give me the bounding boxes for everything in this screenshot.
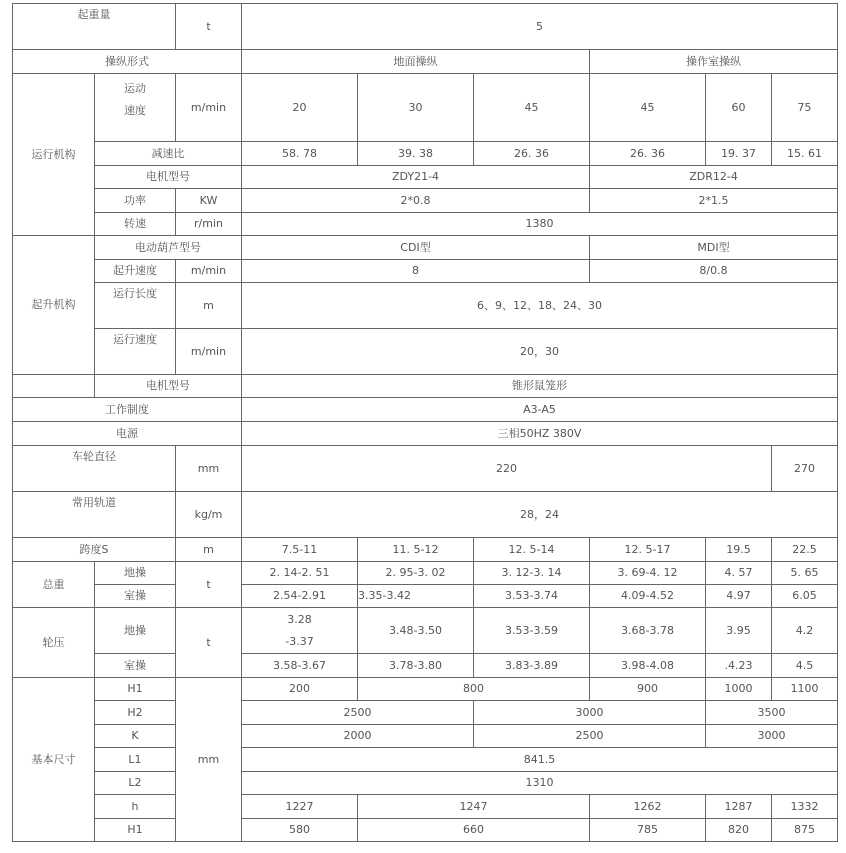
row-span [13, 538, 838, 562]
dim-H1-value: 200 [242, 678, 358, 701]
dim-L2-value: 1310 [242, 772, 838, 795]
travel-ratio-value: 15. 61 [772, 142, 838, 166]
dim-L2-label: L2 [95, 772, 176, 795]
dim-H1-value: 900 [590, 678, 706, 701]
wheel-load-ground-value: 4.2 [772, 608, 838, 654]
capacity-label: 起重量 [13, 4, 176, 50]
dim-h-value: 1332 [772, 795, 838, 819]
row-dim-H1b [13, 819, 838, 842]
hoist-run-speed-label: 运行速度 [95, 329, 176, 375]
dim-h-value: 1247 [358, 795, 590, 819]
hoist-length-unit: m [176, 283, 242, 329]
dim-K-value: 3000 [706, 725, 838, 748]
hoist-lift-speed-unit: m/min [176, 260, 242, 283]
wheel-label: 车轮直径 [13, 446, 176, 492]
span-value: 22.5 [772, 538, 838, 562]
total-weight-ground-value: 2. 14-2. 51 [242, 562, 358, 585]
dim-H1b-label: H1 [95, 819, 176, 842]
row-travel-rpm [13, 213, 838, 236]
row-travel-ratio [13, 142, 838, 166]
dim-H1b-value: 820 [706, 819, 772, 842]
row-capacity [13, 4, 838, 50]
travel-ratio-value: 39. 38 [358, 142, 474, 166]
travel-rpm-label: 转速 [95, 213, 176, 236]
wheel-load-group-label: 轮压 [13, 608, 95, 678]
row-dim-L1 [13, 748, 838, 772]
wheel-load-ground-value: 3.95 [706, 608, 772, 654]
dim-H1b-value: 785 [590, 819, 706, 842]
wheel-unit: mm [176, 446, 242, 492]
row-duty [13, 398, 838, 422]
hoist-motor-blank [13, 375, 95, 398]
row-operation [13, 50, 838, 74]
dim-h-label: h [95, 795, 176, 819]
dim-H2-label: H2 [95, 701, 176, 725]
travel-ratio-value: 19. 37 [706, 142, 772, 166]
row-hoist-length [13, 283, 838, 329]
total-weight-cabin-value: 3.53-3.74 [474, 585, 590, 608]
span-value: 12. 5-14 [474, 538, 590, 562]
total-weight-ground-value: 2. 95-3. 02 [358, 562, 474, 585]
travel-speed-label [95, 74, 176, 142]
wheel-load-cabin-value: 3.83-3.89 [474, 654, 590, 678]
wheel-load-ground-value: 3.68-3.78 [590, 608, 706, 654]
hoist-model-ground: CDI型 [242, 236, 590, 260]
duty-value: A3-A5 [242, 398, 838, 422]
capacity-value: 5 [242, 4, 838, 50]
total-weight-cabin-value: 4.09-4.52 [590, 585, 706, 608]
hoist-lift-speed-ground: 8 [242, 260, 590, 283]
travel-power-label: 功率 [95, 189, 176, 213]
hoist-motor-value: 锥形鼠笼形 [242, 375, 838, 398]
row-wheel [13, 446, 838, 492]
row-travel-power [13, 189, 838, 213]
travel-group-label: 运行机构 [13, 74, 95, 236]
span-value: 11. 5-12 [358, 538, 474, 562]
row-total-weight-cabin [13, 585, 838, 608]
row-travel-motor [13, 166, 838, 189]
wheel-load-ground-value: 3.48-3.50 [358, 608, 474, 654]
rail-unit: kg/m [176, 492, 242, 538]
dim-H1-value: 1000 [706, 678, 772, 701]
row-hoist-lift-speed [13, 260, 838, 283]
total-weight-ground-value: 5. 65 [772, 562, 838, 585]
travel-speed-unit: m/min [176, 74, 242, 142]
travel-motor-cabin: ZDR12-4 [590, 166, 838, 189]
duty-label: 工作制度 [13, 398, 242, 422]
travel-speed-value: 30 [358, 74, 474, 142]
dim-K-label: K [95, 725, 176, 748]
total-weight-cabin-label: 室操 [95, 585, 176, 608]
total-weight-cabin-value: 4.97 [706, 585, 772, 608]
wheel-load-unit: t [176, 608, 242, 678]
travel-speed-label-line2: 速度 [124, 104, 146, 117]
wheel-load-first-line1: 3.28 [287, 612, 312, 626]
dim-H1-value: 800 [358, 678, 590, 701]
span-label: 跨度S [13, 538, 176, 562]
wheel-load-cabin-value: 3.78-3.80 [358, 654, 474, 678]
span-unit: m [176, 538, 242, 562]
wheel-load-cabin-value: 3.58-3.67 [242, 654, 358, 678]
total-weight-ground-value: 3. 12-3. 14 [474, 562, 590, 585]
dim-H1b-value: 875 [772, 819, 838, 842]
hoist-group-label: 起升机构 [13, 236, 95, 375]
hoist-motor-label: 电机型号 [95, 375, 242, 398]
capacity-unit: t [176, 4, 242, 50]
wheel-load-cabin-label: 室操 [95, 654, 176, 678]
dim-H1b-value: 580 [242, 819, 358, 842]
row-hoist-motor [13, 375, 838, 398]
hoist-run-speed-value: 20，30 [242, 329, 838, 375]
travel-speed-value: 75 [772, 74, 838, 142]
hoist-length-value: 6、9、12、18、24、30 [242, 283, 838, 329]
travel-ratio-label: 减速比 [95, 142, 242, 166]
travel-rpm-value: 1380 [242, 213, 838, 236]
wheel-load-cabin-value: .4.23 [706, 654, 772, 678]
travel-ratio-value: 26. 36 [590, 142, 706, 166]
travel-motor-label: 电机型号 [95, 166, 242, 189]
dim-H1-label: H1 [95, 678, 176, 701]
row-dim-L2 [13, 772, 838, 795]
travel-speed-label-line1: 运动 [124, 82, 146, 95]
dimensions-group-label: 基本尺寸 [13, 678, 95, 842]
dim-H1b-value: 660 [358, 819, 590, 842]
row-dim-H2 [13, 701, 838, 725]
row-hoist-model [13, 236, 838, 260]
wheel-load-ground-value-first [242, 608, 358, 654]
dim-H1-value: 1100 [772, 678, 838, 701]
total-weight-cabin-value: 2.54-2.91 [242, 585, 358, 608]
hoist-model-label: 电动葫芦型号 [95, 236, 242, 260]
hoist-run-speed-unit: m/min [176, 329, 242, 375]
wheel-load-cabin-value: 4.5 [772, 654, 838, 678]
dim-H2-value: 3000 [474, 701, 706, 725]
dim-L1-value: 841.5 [242, 748, 838, 772]
travel-ratio-value: 58. 78 [242, 142, 358, 166]
row-power-supply [13, 422, 838, 446]
rail-label: 常用轨道 [13, 492, 176, 538]
dimensions-unit: mm [176, 678, 242, 842]
total-weight-group-label: 总重 [13, 562, 95, 608]
total-weight-ground-value: 4. 57 [706, 562, 772, 585]
travel-rpm-unit: r/min [176, 213, 242, 236]
travel-power-cabin: 2*1.5 [590, 189, 838, 213]
operation-cabin: 操作室操纵 [590, 50, 838, 74]
hoist-lift-speed-cabin: 8/0.8 [590, 260, 838, 283]
power-supply-label: 电源 [13, 422, 242, 446]
row-wheel-load-ground [13, 608, 838, 654]
travel-speed-value: 60 [706, 74, 772, 142]
travel-speed-value: 20 [242, 74, 358, 142]
row-wheel-load-cabin [13, 654, 838, 678]
dim-h-value: 1227 [242, 795, 358, 819]
dim-H2-value: 3500 [706, 701, 838, 725]
dim-K-value: 2500 [474, 725, 706, 748]
hoist-lift-speed-label: 起升速度 [95, 260, 176, 283]
span-value: 19.5 [706, 538, 772, 562]
row-rail [13, 492, 838, 538]
row-dim-K [13, 725, 838, 748]
power-supply-value: 三相50HZ 380V [242, 422, 838, 446]
travel-motor-ground: ZDY21-4 [242, 166, 590, 189]
travel-speed-value: 45 [590, 74, 706, 142]
dim-L1-label: L1 [95, 748, 176, 772]
wheel-load-ground-label: 地操 [95, 608, 176, 654]
span-value: 12. 5-17 [590, 538, 706, 562]
rail-value: 28，24 [242, 492, 838, 538]
wheel-load-cabin-value: 3.98-4.08 [590, 654, 706, 678]
hoist-model-cabin: MDI型 [590, 236, 838, 260]
hoist-length-label: 运行长度 [95, 283, 176, 329]
row-travel-speed [13, 74, 838, 142]
operation-ground: 地面操纵 [242, 50, 590, 74]
total-weight-cabin-value: 6.05 [772, 585, 838, 608]
travel-ratio-value: 26. 36 [474, 142, 590, 166]
dim-h-value: 1262 [590, 795, 706, 819]
crane-spec-table [12, 3, 838, 842]
row-dim-H1 [13, 678, 838, 701]
dim-H2-value: 2500 [242, 701, 474, 725]
travel-power-unit: KW [176, 189, 242, 213]
dim-h-value: 1287 [706, 795, 772, 819]
total-weight-cabin-value: 3.35-3.42 [358, 585, 474, 608]
row-hoist-run-speed [13, 329, 838, 375]
total-weight-ground-label: 地操 [95, 562, 176, 585]
wheel-load-first-line2: -3.37 [285, 634, 314, 648]
dim-K-value: 2000 [242, 725, 474, 748]
wheel-value-last: 270 [772, 446, 838, 492]
span-value: 7.5-11 [242, 538, 358, 562]
operation-label: 操纵形式 [13, 50, 242, 74]
total-weight-ground-value: 3. 69-4. 12 [590, 562, 706, 585]
travel-speed-value: 45 [474, 74, 590, 142]
row-dim-h [13, 795, 838, 819]
travel-power-ground: 2*0.8 [242, 189, 590, 213]
row-total-weight-ground [13, 562, 838, 585]
wheel-value-main: 220 [242, 446, 772, 492]
wheel-load-ground-value: 3.53-3.59 [474, 608, 590, 654]
total-weight-unit: t [176, 562, 242, 608]
